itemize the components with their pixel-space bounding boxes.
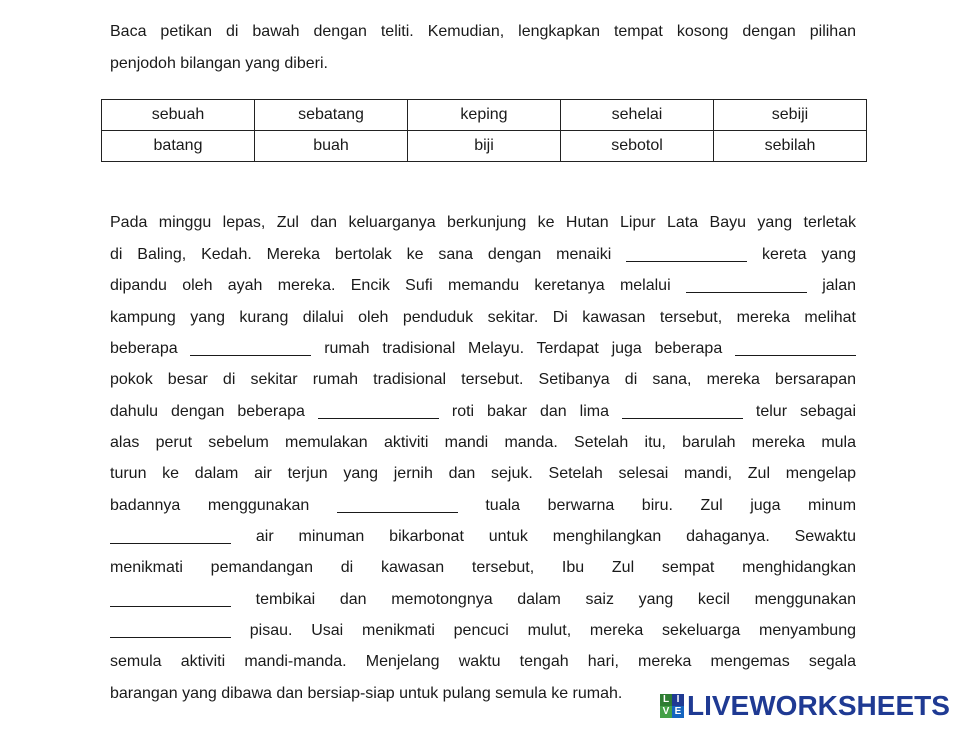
logo-mark-letter: V xyxy=(660,706,672,718)
blank-3-input[interactable] xyxy=(190,339,311,359)
passage-text: beberapa xyxy=(110,340,178,357)
passage-line xyxy=(110,621,856,641)
passage-line xyxy=(110,402,856,422)
passage-text: air minuman bikarbonat untuk menghilangkan dahaganya. Sewaktu xyxy=(255,528,857,545)
instruction-line-1: Baca petikan di bawah dengan teliti. Kemudian, lengkapkan tempat kosong dengan pilihan xyxy=(110,23,856,40)
passage-line: turun ke dalam air terjun yang jernih dan sejuk. Setelah selesai mandi, Zul mengelap xyxy=(110,465,856,482)
passage-line xyxy=(110,590,856,610)
passage-text: di Baling, Kedah. Mereka bertolak ke sana dengan menaiki xyxy=(110,246,612,263)
passage-line: pokok besar di sekitar rumah tradisional tersebut. Setibanya di sana, mereka bersarapan xyxy=(110,371,856,388)
word-bank-cell: sebuah xyxy=(102,100,255,131)
blank-2-input[interactable] xyxy=(686,276,807,296)
word-bank-cell: sebilah xyxy=(714,131,867,162)
blank-8-input[interactable] xyxy=(110,527,231,547)
logo-mark-letter: E xyxy=(672,706,684,718)
logo-mark-letter: I xyxy=(672,694,684,706)
passage-line xyxy=(110,276,856,296)
passage-text: tuala berwarna biru. Zul juga minum xyxy=(485,497,857,514)
word-bank-cell: biji xyxy=(408,131,561,162)
liveworksheets-logo xyxy=(660,690,950,722)
word-bank-row xyxy=(102,131,867,162)
instruction-line-2: penjodoh bilangan yang diberi. xyxy=(110,55,328,72)
passage-text: badannya menggunakan xyxy=(110,497,310,514)
word-bank-cell: keping xyxy=(408,100,561,131)
word-bank-cell: buah xyxy=(255,131,408,162)
word-bank-cell: sebatang xyxy=(255,100,408,131)
passage-text: kereta yang xyxy=(762,246,857,263)
blank-5-input[interactable] xyxy=(318,402,439,422)
passage-text: tembikai dan memotongnya dalam saiz yang kecil menggunakan xyxy=(255,591,856,608)
word-bank-cell: batang xyxy=(102,131,255,162)
passage-line xyxy=(110,245,856,265)
passage-text: jalan xyxy=(822,277,857,294)
logo-mark-letter: L xyxy=(660,694,672,706)
passage-line: Pada minggu lepas, Zul dan keluarganya berkunjung ke Hutan Lipur Lata Bayu yang terletak xyxy=(110,214,856,231)
passage-text: dipandu oleh ayah mereka. Encik Sufi memandu keretanya melalui xyxy=(110,277,671,294)
passage-line: menikmati pemandangan di kawasan tersebut, Ibu Zul sempat menghidangkan xyxy=(110,559,856,576)
passage-line: kampung yang kurang dilalui oleh penduduk sekitar. Di kawasan tersebut, mereka melihat xyxy=(110,309,856,326)
passage-text: telur sebagai xyxy=(755,403,857,420)
blank-7-input[interactable] xyxy=(337,496,458,516)
passage-text: roti bakar dan lima xyxy=(451,403,609,420)
passage-line: barangan yang dibawa dan bersiap-siap untuk pulang semula ke rumah. xyxy=(110,685,623,702)
passage-line: semula aktiviti mandi-manda. Menjelang waktu tengah hari, mereka mengemas segala xyxy=(110,653,856,670)
passage-line xyxy=(110,339,856,359)
word-bank-cell: sebiji xyxy=(714,100,867,131)
blank-4-input[interactable] xyxy=(735,339,856,359)
liveworksheets-mark-icon xyxy=(660,694,684,718)
passage-text: pisau. Usai menikmati pencuci mulut, mereka sekeluarga menyambung xyxy=(249,622,856,639)
word-bank-table xyxy=(101,99,867,162)
blank-6-input[interactable] xyxy=(622,402,743,422)
passage-text: rumah tradisional Melayu. Terdapat juga beberapa xyxy=(324,340,723,357)
blank-9-input[interactable] xyxy=(110,590,231,610)
passage-text: dahulu dengan beberapa xyxy=(110,403,305,420)
logo-text: LIVEWORKSHEETS xyxy=(687,690,950,721)
passage-line xyxy=(110,527,856,547)
passage-line: alas perut sebelum memulakan aktiviti mandi manda. Setelah itu, barulah mereka mula xyxy=(110,434,856,451)
blank-10-input[interactable] xyxy=(110,621,231,641)
blank-1-input[interactable] xyxy=(626,245,747,265)
word-bank-cell: sebotol xyxy=(561,131,714,162)
passage-line xyxy=(110,496,856,516)
word-bank-cell: sehelai xyxy=(561,100,714,131)
word-bank-row xyxy=(102,100,867,131)
